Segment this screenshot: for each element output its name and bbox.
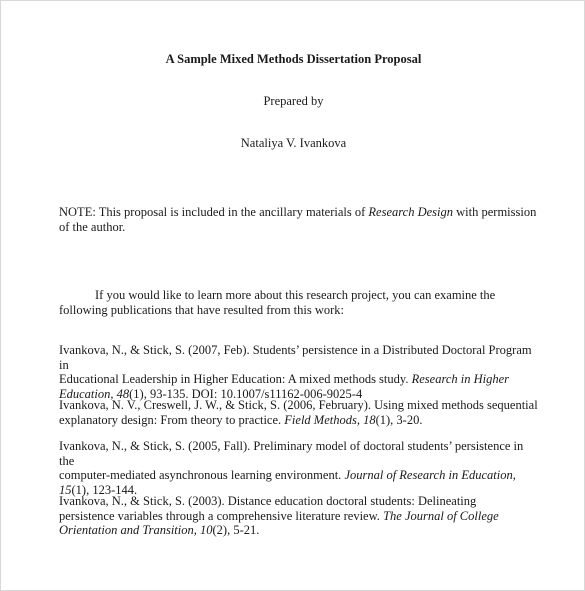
- reference-text: Ivankova, N., & Stick, S. (2003). Distance education doctoral students: Delineating: [59, 494, 477, 508]
- reference-journal: Field Methods, 18: [284, 412, 376, 427]
- permission-note: [59, 205, 539, 234]
- reference-item: [59, 494, 539, 538]
- reference-text: computer-mediated asynchronous learning environment.: [59, 468, 345, 482]
- reference-journal: Journal of Research in Education,: [344, 468, 516, 482]
- reference-journal: Research in Higher: [411, 372, 510, 386]
- intro-text: If you would like to learn more about this research project, you can examine the following publications that have resulted from this work:: [59, 288, 496, 317]
- reference-text: Ivankova, N. V., Creswell, J. W., & Stick, S. (2006, February). Using mixed methods sequential: [59, 398, 538, 412]
- reference-item: [59, 398, 539, 427]
- reference-text: (1), 93-135. DOI: 10.1007/s11162-006-9025-4: [129, 386, 363, 401]
- reference-journal: Orientation and Transition, 10: [59, 523, 213, 537]
- reference-text: explanatory design: From theory to practice.: [59, 412, 285, 427]
- prepared-by-label: Prepared by: [263, 94, 324, 108]
- reference-text: persistence variables through a comprehensive literature review.: [59, 508, 384, 523]
- reference-text: Ivankova, N., & Stick, S. (2005, Fall). Preliminary model of doctoral students’ persistence in the: [59, 439, 524, 468]
- reference-text: Ivankova, N., & Stick, S. (2007, Feb). Students’ persistence in a Distributed Doctoral Program in: [59, 343, 532, 372]
- note-prefix: NOTE: This proposal is included in the ancillary materials of: [59, 205, 369, 219]
- reference-journal: 15: [59, 482, 72, 497]
- reference-text: Educational Leadership in Higher Education: A mixed methods study.: [59, 372, 412, 386]
- reference-item: [59, 343, 539, 401]
- reference-text: (2), 5-21.: [212, 523, 260, 537]
- reference-journal: The Journal of College: [383, 508, 499, 523]
- note-book-title: Research Design: [368, 205, 454, 219]
- author-name: Nataliya V. Ivankova: [240, 136, 347, 150]
- reference-text: (1), 123-144.: [71, 482, 138, 497]
- reference-journal: Education, 48: [59, 386, 130, 401]
- reference-item: [59, 439, 539, 497]
- reference-text: (1), 3-20.: [375, 412, 423, 427]
- intro-paragraph: [59, 288, 539, 317]
- note-suffix: with permission of the author.: [59, 205, 537, 234]
- document-title: A Sample Mixed Methods Dissertation Proposal: [165, 52, 422, 66]
